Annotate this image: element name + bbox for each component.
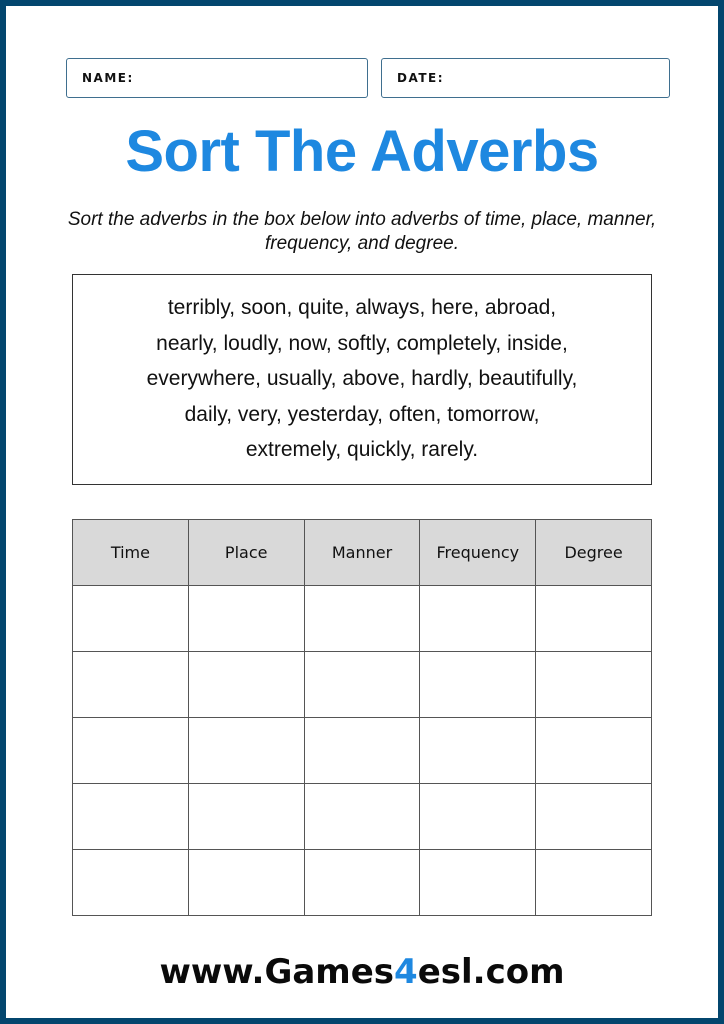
answer-cell[interactable] (420, 586, 536, 652)
answer-cell[interactable] (536, 784, 652, 850)
answer-cell[interactable] (73, 586, 189, 652)
column-header-frequency: Frequency (420, 520, 536, 586)
adverb-word-box (72, 274, 652, 485)
answer-cell[interactable] (304, 586, 420, 652)
page-title: Sort The Adverbs (125, 119, 599, 184)
word-line: daily, very, yesterday, often, tomorrow, (184, 402, 540, 426)
answer-cell[interactable] (304, 652, 420, 718)
table-header-row (73, 520, 652, 586)
answer-cell[interactable] (420, 850, 536, 916)
answer-cell[interactable] (536, 652, 652, 718)
name-label: NAME: (82, 71, 134, 85)
instructions-text: Sort the adverbs in the box below into adverbs of time, place, manner, frequency, and degree. (67, 209, 657, 254)
answer-cell[interactable] (420, 718, 536, 784)
date-label: DATE: (397, 71, 444, 85)
answer-cell[interactable] (73, 784, 189, 850)
column-header-time: Time (73, 520, 189, 586)
table-row (73, 784, 652, 850)
name-field[interactable] (66, 58, 368, 98)
answer-cell[interactable] (73, 850, 189, 916)
column-header-place: Place (188, 520, 304, 586)
footer-suffix: esl.com (417, 952, 565, 992)
column-header-degree: Degree (536, 520, 652, 586)
table-row (73, 652, 652, 718)
word-line: nearly, loudly, now, softly, completely, inside, (156, 331, 568, 355)
site-url-footer (0, 952, 724, 992)
footer-accent: 4 (394, 952, 418, 992)
word-line: extremely, quickly, rarely. (245, 438, 479, 461)
answer-cell[interactable] (188, 586, 304, 652)
answer-cell[interactable] (304, 784, 420, 850)
answer-cell[interactable] (304, 718, 420, 784)
table-row (73, 586, 652, 652)
answer-cell[interactable] (188, 718, 304, 784)
answer-cell[interactable] (536, 718, 652, 784)
table-row (73, 718, 652, 784)
answer-cell[interactable] (420, 652, 536, 718)
answer-cell[interactable] (188, 850, 304, 916)
column-header-manner: Manner (304, 520, 420, 586)
answer-cell[interactable] (536, 850, 652, 916)
table-row (73, 850, 652, 916)
answer-cell[interactable] (188, 784, 304, 850)
answer-cell[interactable] (420, 784, 536, 850)
answer-cell[interactable] (73, 652, 189, 718)
answer-cell[interactable] (188, 652, 304, 718)
date-field[interactable] (381, 58, 670, 98)
answer-cell[interactable] (536, 586, 652, 652)
footer-prefix: www.Games (159, 952, 395, 992)
answer-cell[interactable] (304, 850, 420, 916)
answer-cell[interactable] (73, 718, 189, 784)
sorting-table (72, 519, 652, 916)
word-line: terribly, soon, quite, always, here, abroad, (167, 296, 557, 319)
word-line: everywhere, usually, above, hardly, beautifully, (146, 367, 578, 390)
